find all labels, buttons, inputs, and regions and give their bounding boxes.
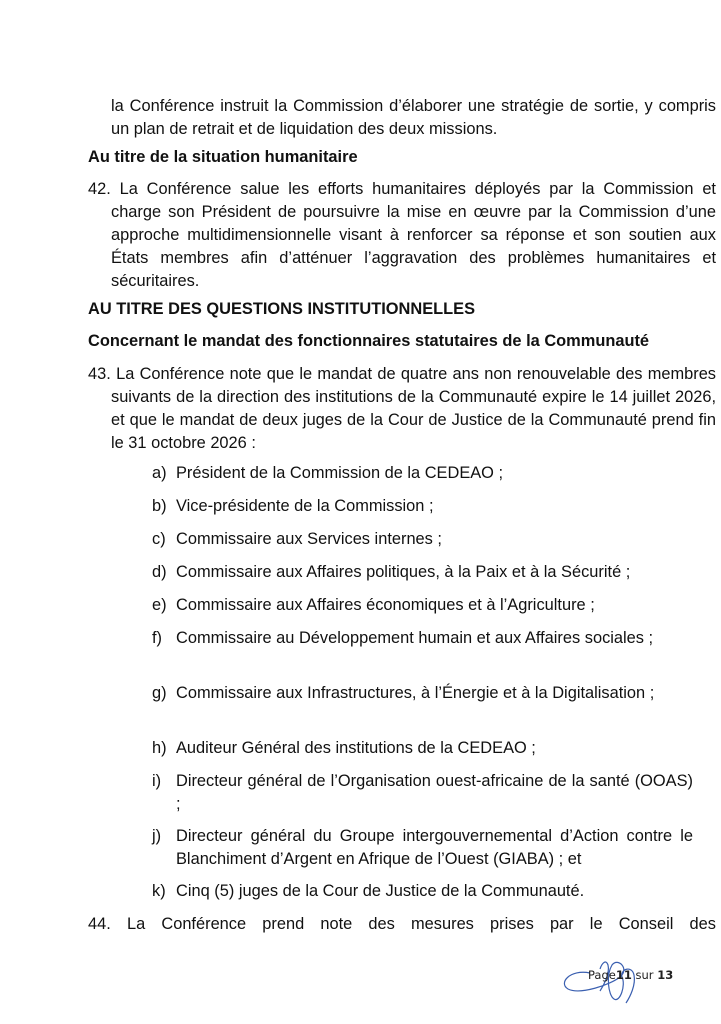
paragraph-42 (88, 178, 716, 293)
list-item-label: a) (152, 464, 167, 482)
list-item-text: Commissaire au Développement humain et aux Affaires sociales ; (176, 629, 654, 647)
list-item-text: Directeur général du Groupe intergouvernemental d’Action contre le Blanchiment d’Argent en Afrique de l’Ouest (GIABA) ; et (176, 827, 693, 868)
page-current: 11 (615, 968, 632, 982)
list-item-text: Auditeur Général des institutions de la CEDEAO ; (176, 739, 536, 757)
list-item-text: Commissaire aux Affaires économiques et à l’Agriculture ; (176, 596, 595, 614)
list-item (152, 462, 693, 485)
paragraph-43-text: La Conférence note que le mandat de quatre ans non renouvelable des membres suivants de la direction des institutions de la Communauté expire le 14 juillet 2026, et que le mandat de deux juges de la Cour de Justice de la Communauté prend fin le 31 octobre 2026 : (111, 365, 716, 452)
list-item-label: f) (152, 629, 163, 647)
list-item-label: d) (152, 563, 167, 581)
list-item (152, 682, 693, 705)
list-item (152, 770, 693, 816)
paragraph-44 (88, 913, 716, 936)
subsection-heading-mandate: Concernant le mandat des fonctionnaires statutaires de la Communauté (88, 332, 650, 350)
list-item-label: b) (152, 497, 167, 515)
page-total: 13 (657, 968, 674, 982)
list-item-label: k) (152, 882, 166, 900)
page-separator: sur (631, 968, 658, 982)
list-item (152, 880, 693, 903)
paragraph-42-text: La Conférence salue les efforts humanitaires déployés par la Commission et charge son Président de poursuivre la mise en œuvre par la Commission d’une approche multidimensionnelle visant à renforcer sa réponse et son soutien aux États membres afin d’atténuer l’aggravation des problèmes humanitaires et sécuritaires. (111, 180, 716, 290)
list-item (152, 495, 693, 518)
list-item-text: Président de la Commission de la CEDEAO ; (176, 464, 504, 482)
list-item-text: Commissaire aux Affaires politiques, à la Paix et à la Sécurité ; (176, 563, 631, 581)
paragraph-44-text: La Conférence prend note des mesures prises par le Conseil des (126, 915, 716, 933)
page-prefix: Page (588, 968, 616, 982)
list-item-label: e) (152, 596, 167, 614)
list-item-text: Directeur général de l’Organisation ouest-africaine de la santé (OOAS) ; (176, 772, 693, 813)
list-item-text: Vice-présidente de la Commission ; (176, 497, 434, 515)
section-heading-institutional: AU TITRE DES QUESTIONS INSTITUTIONNELLES (88, 300, 476, 318)
list-item (152, 594, 693, 617)
list-item-text: Cinq (5) juges de la Cour de Justice de la Communauté. (176, 882, 585, 900)
paragraph-42-number: 42. (88, 180, 111, 198)
list-item-text: Commissaire aux Services internes ; (176, 530, 442, 548)
list-item (152, 825, 693, 871)
list-item-text: Commissaire aux Infrastructures, à l’Énergie et à la Digitalisation ; (176, 684, 655, 702)
list-item (152, 737, 693, 760)
list-item-label: h) (152, 739, 167, 757)
continuation-paragraph: la Conférence instruit la Commission d’élaborer une stratégie de sortie, y compris un plan de retrait et de liquidation des deux missions. (111, 97, 716, 138)
list-item-label: j) (152, 827, 162, 845)
paragraph-43-number: 43. (88, 365, 111, 383)
list-item (152, 561, 693, 584)
paragraph-43 (88, 363, 716, 455)
list-item (152, 627, 693, 650)
paragraph-44-number: 44. (88, 915, 111, 933)
list-item-label: c) (152, 530, 166, 548)
list-item-label: g) (152, 684, 167, 702)
page-number (588, 968, 673, 982)
list-item (152, 528, 693, 551)
section-heading-humanitarian: Au titre de la situation humanitaire (88, 148, 358, 166)
list-item-label: i) (152, 772, 162, 790)
